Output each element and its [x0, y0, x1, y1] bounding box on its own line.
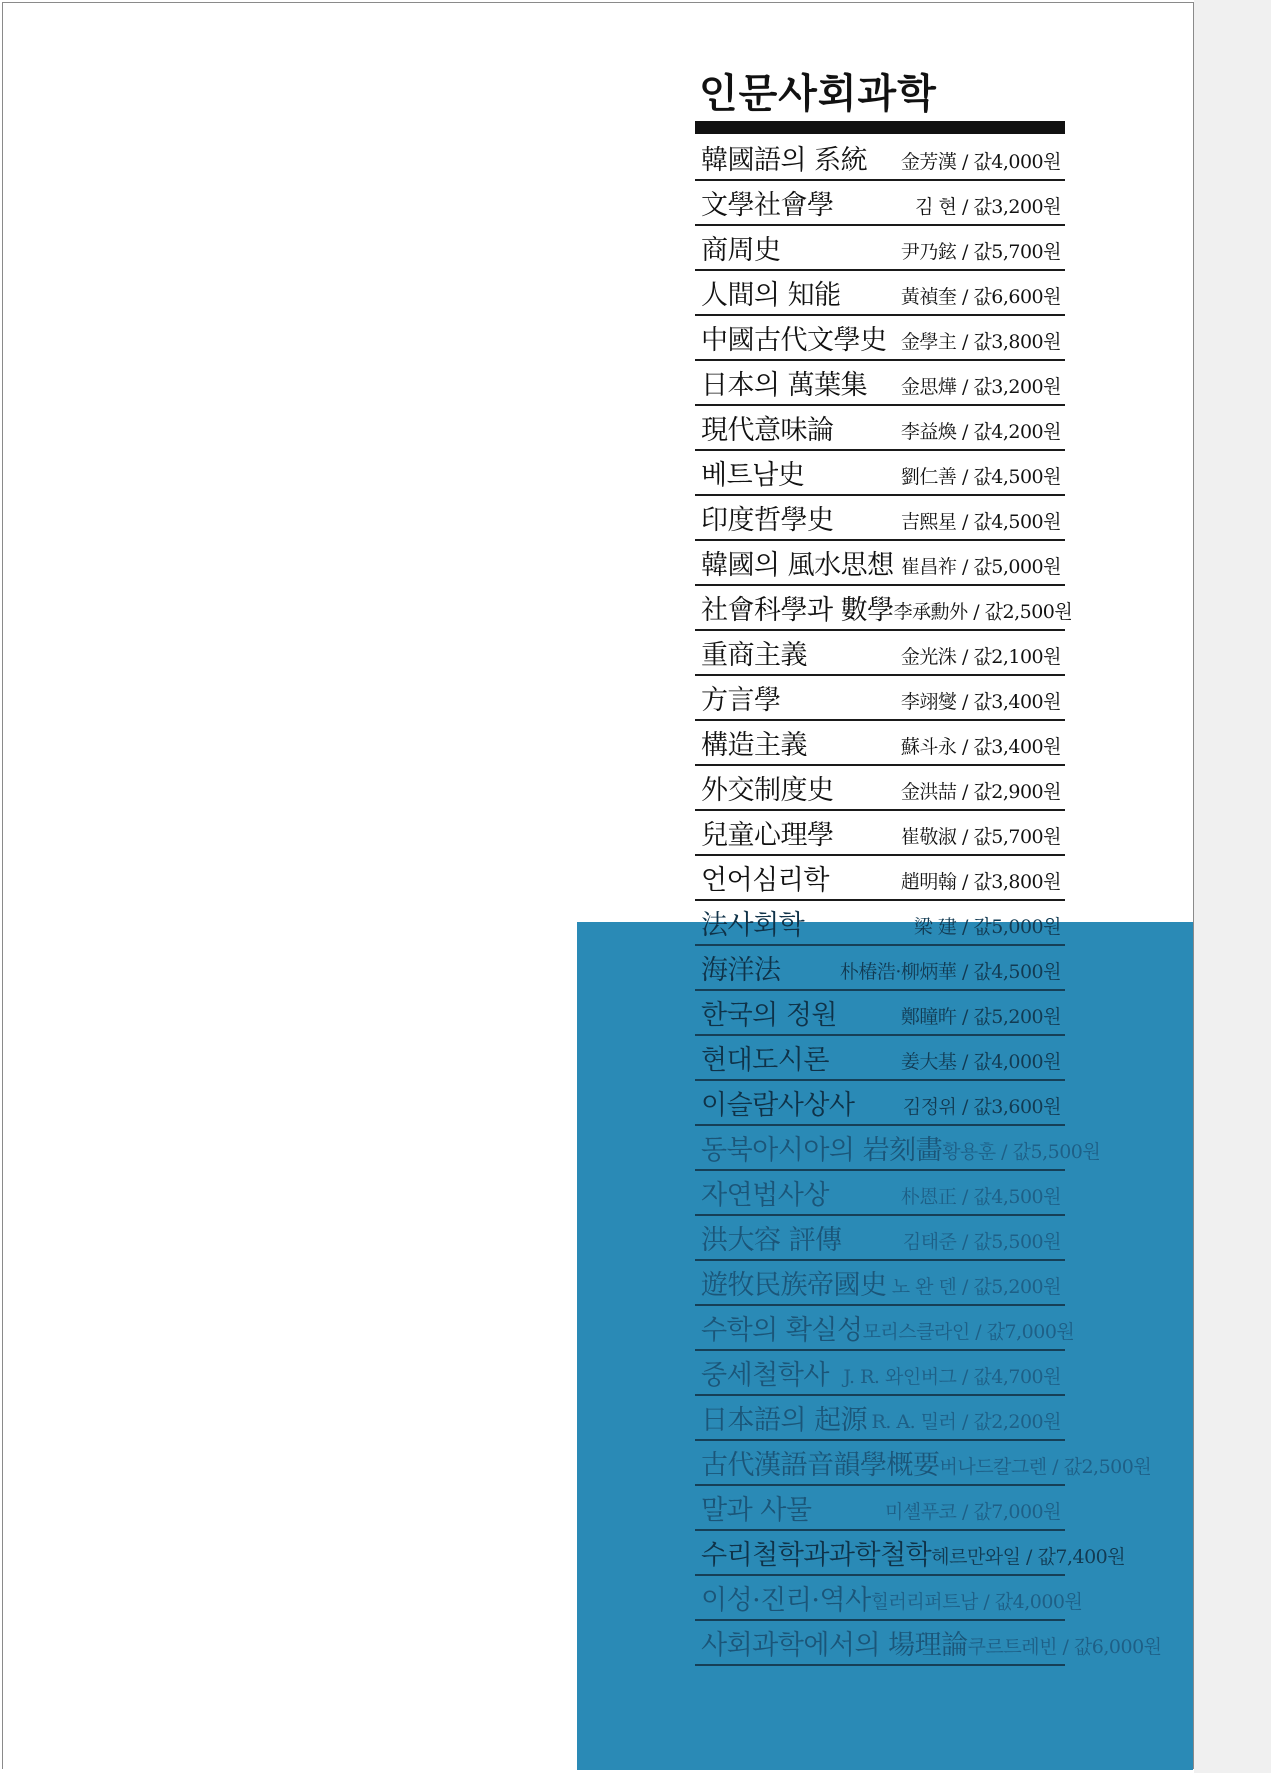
book-author-price: 李承勳外 / 값2,500원 — [893, 601, 1073, 623]
book-row — [695, 766, 1065, 811]
book-row — [695, 1081, 1065, 1126]
book-author-price: 노 완 덴 / 값5,200원 — [891, 1276, 1061, 1298]
book-author-price: 金洪喆 / 값2,900원 — [900, 781, 1061, 803]
book-row — [695, 1486, 1065, 1531]
book-row — [695, 1351, 1065, 1396]
book-title: 社會科學과 數學 — [701, 595, 894, 626]
book-author-price: 李翊燮 / 값3,400원 — [900, 691, 1061, 713]
book-row — [695, 181, 1065, 226]
book-author-price: 劉仁善 / 값4,500원 — [900, 466, 1061, 488]
book-author-price: 힐러리퍼트남 / 값4,000원 — [870, 1591, 1083, 1613]
book-row — [695, 586, 1073, 631]
book-author-price: 尹乃鉉 / 값5,700원 — [900, 241, 1061, 263]
book-row — [695, 226, 1065, 271]
viewer-gutter — [1194, 0, 1271, 1773]
book-author-price: 金光洙 / 값2,100원 — [900, 646, 1061, 668]
book-author-price: 姜大基 / 값4,000원 — [900, 1051, 1061, 1073]
book-author-price: 吉熙星 / 값4,500원 — [900, 511, 1061, 533]
book-title: 수학의 확실성 — [701, 1315, 863, 1346]
book-author-price: 모리스클라인 / 값7,000원 — [862, 1321, 1075, 1343]
book-row — [695, 541, 1065, 586]
book-title: 文學社會學 — [701, 190, 834, 221]
book-title: 수리철학과과학철학 — [701, 1540, 932, 1571]
book-row — [695, 1576, 1083, 1621]
book-title: 洪大容 評傳 — [701, 1225, 842, 1256]
book-title: 構造主義 — [701, 730, 807, 761]
book-author-price: 崔敬淑 / 값5,700원 — [900, 826, 1061, 848]
book-title: 印度哲學史 — [701, 505, 834, 536]
book-title: 중세철학사 — [701, 1360, 829, 1391]
book-author-price: J. R. 와인버그 / 값4,700원 — [843, 1366, 1061, 1388]
book-title: 海洋法 — [701, 955, 781, 986]
book-title: 方言學 — [701, 685, 781, 716]
book-row — [695, 361, 1065, 406]
book-row — [695, 1531, 1126, 1576]
book-author-price: 鄭瞳旿 / 값5,200원 — [900, 1006, 1061, 1028]
book-author-price: 黃禎奎 / 값6,600원 — [900, 286, 1061, 308]
book-title: 베트남史 — [701, 460, 805, 491]
book-row — [695, 271, 1065, 316]
book-row — [695, 1216, 1065, 1261]
book-row — [695, 1306, 1075, 1351]
book-row — [695, 1036, 1065, 1081]
book-title: 中國古代文學史 — [701, 325, 887, 356]
book-title: 韓國語의 系統 — [701, 145, 868, 176]
book-title: 언어심리학 — [701, 865, 829, 896]
book-author-price: 미셸푸코 / 값7,000원 — [885, 1501, 1061, 1523]
book-author-price: 金思燁 / 값3,200원 — [900, 376, 1061, 398]
book-author-price: 김정위 / 값3,600원 — [902, 1096, 1061, 1118]
book-author-price: 김태준 / 값5,500원 — [902, 1231, 1061, 1253]
book-row — [695, 811, 1065, 856]
book-row — [695, 1126, 1101, 1171]
book-row — [695, 676, 1065, 721]
book-title: 重商主義 — [701, 640, 807, 671]
book-author-price: 황용훈 / 값5,500원 — [942, 1141, 1101, 1163]
book-author-price: 김 현 / 값3,200원 — [915, 196, 1061, 218]
book-title: 人間의 知能 — [701, 280, 841, 311]
book-row — [695, 856, 1065, 901]
book-row — [695, 1396, 1065, 1441]
book-title: 現代意味論 — [701, 415, 834, 446]
book-title: 兒童心理學 — [701, 820, 834, 851]
book-title: 말과 사물 — [701, 1495, 812, 1526]
book-title: 동북아시아의 岩刻畵 — [701, 1135, 943, 1166]
book-title: 이슬람사상사 — [701, 1090, 855, 1121]
book-author-price: 趙明翰 / 값3,800원 — [900, 871, 1061, 893]
book-row — [695, 1441, 1152, 1486]
book-author-price: 金學主 / 값3,800원 — [900, 331, 1061, 353]
book-author-price: 朴椿浩·柳炳華 / 값4,500원 — [839, 961, 1061, 983]
book-title: 法사회학 — [701, 910, 805, 941]
book-author-price: R. A. 밀러 / 값2,200원 — [871, 1411, 1061, 1433]
book-title: 韓國의 風水思想 — [701, 550, 894, 581]
section-heading: 인문사회과학 — [699, 71, 937, 117]
book-row — [695, 1621, 1162, 1666]
book-title: 사회과학에서의 場理論 — [701, 1630, 968, 1661]
book-rows — [695, 136, 1162, 1666]
book-author-price: 蘇斗永 / 값3,400원 — [900, 736, 1061, 758]
book-title: 古代漢語音韻學概要 — [701, 1450, 940, 1481]
book-row — [695, 136, 1065, 181]
book-row — [695, 1261, 1065, 1306]
book-row — [695, 991, 1065, 1036]
book-title: 한국의 정원 — [701, 1000, 837, 1031]
book-title: 현대도시론 — [701, 1045, 829, 1076]
book-row — [695, 631, 1065, 676]
book-row — [695, 946, 1065, 991]
book-title: 商周史 — [701, 235, 781, 266]
book-title: 日本語의 起源 — [701, 1405, 868, 1436]
book-author-price: 梁 建 / 값5,000원 — [913, 916, 1061, 938]
book-row — [695, 901, 1065, 946]
book-title: 外交制度史 — [701, 775, 834, 806]
book-row — [695, 451, 1065, 496]
book-author-price: 金芳漢 / 값4,000원 — [900, 151, 1061, 173]
book-row — [695, 316, 1065, 361]
book-author-price: 버나드칼그렌 / 값2,500원 — [939, 1456, 1152, 1478]
book-author-price: 쿠르트레빈 / 값6,000원 — [967, 1636, 1162, 1658]
book-title: 이성·진리·역사 — [701, 1585, 871, 1616]
book-row — [695, 1171, 1065, 1216]
book-row — [695, 721, 1065, 766]
book-author-price: 朴恩正 / 값4,500원 — [900, 1186, 1061, 1208]
book-list — [695, 56, 1162, 1666]
heading-rule — [695, 121, 1065, 134]
book-author-price: 李益煥 / 값4,200원 — [900, 421, 1061, 443]
book-title: 자연법사상 — [701, 1180, 829, 1211]
book-author-price: 崔昌祚 / 값5,000원 — [900, 556, 1061, 578]
book-author-price: 헤르만와일 / 값7,400원 — [931, 1546, 1126, 1568]
book-title: 遊牧民族帝國史 — [701, 1270, 887, 1301]
book-row — [695, 406, 1065, 451]
book-row — [695, 496, 1065, 541]
book-title: 日本의 萬葉集 — [701, 370, 868, 401]
